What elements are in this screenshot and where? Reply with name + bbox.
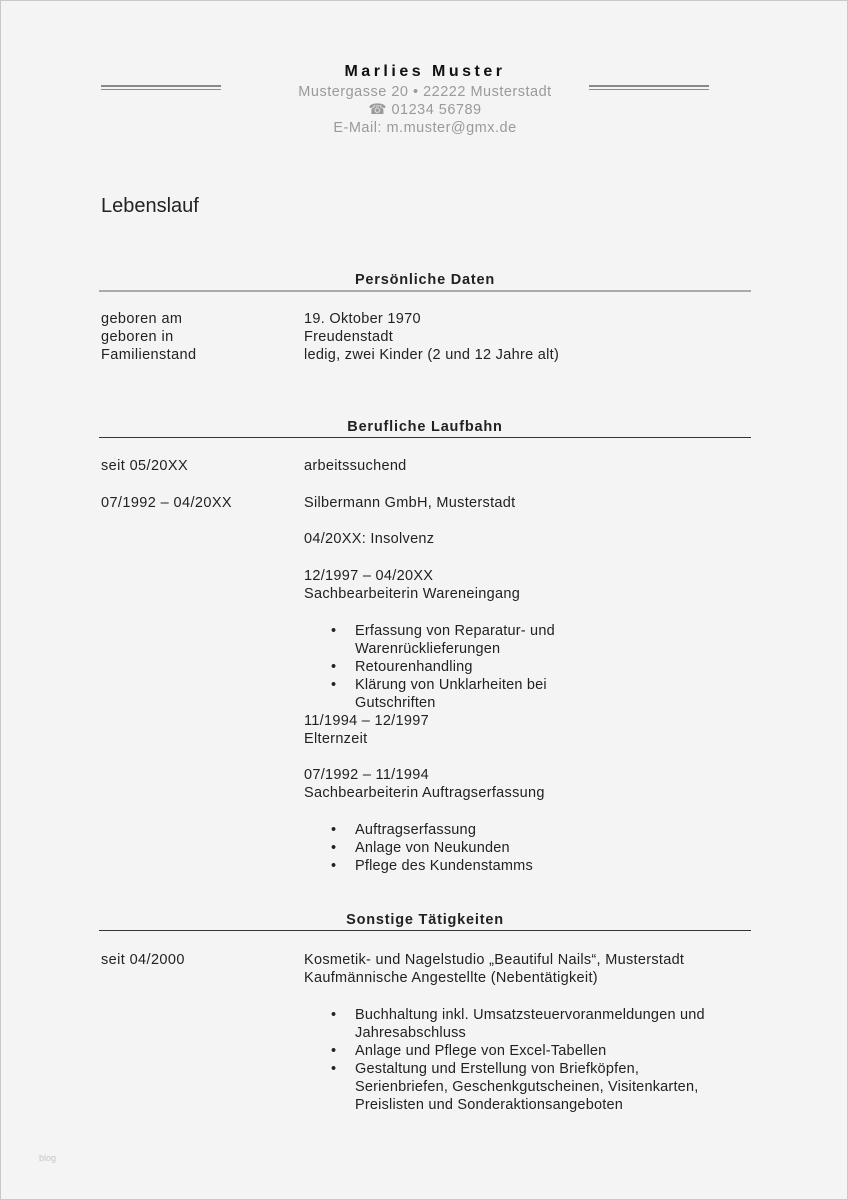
label: geboren in xyxy=(101,329,174,345)
entry-text: Silbermann GmbH, Musterstadt xyxy=(304,495,516,511)
value: 19. Oktober 1970 xyxy=(304,311,421,327)
role: Sachbearbeiterin Auftragserfassung xyxy=(304,785,545,801)
entry-text: 04/20XX: Insolvenz xyxy=(304,531,435,547)
section-rule xyxy=(99,437,751,438)
value: ledig, zwei Kinder (2 und 12 Jahre alt) xyxy=(304,347,560,363)
watermark: blog xyxy=(39,1153,57,1163)
date: 12/1997 – 04/20XX xyxy=(304,568,434,584)
company: Kosmetik- und Nagelstudio „Beautiful Nails“, Musterstadt xyxy=(304,952,685,968)
list-item: • Klärung von Unklarheiten bei Gutschriften xyxy=(331,676,601,712)
list-item: • Auftragserfassung xyxy=(331,821,631,839)
value: Freudenstadt xyxy=(304,329,394,345)
date: 07/1992 – 11/1994 xyxy=(304,767,429,783)
label: geboren am xyxy=(101,311,183,327)
list-item: • Retourenhandling xyxy=(331,658,601,676)
label: Familienstand xyxy=(101,347,197,363)
section-rule xyxy=(99,290,751,292)
entry-text: arbeitssuchend xyxy=(304,458,407,474)
section-heading-personal: Persönliche Daten xyxy=(354,272,496,288)
document-title: Lebenslauf xyxy=(101,195,199,217)
task-list xyxy=(331,821,631,875)
applicant-name: Marlies Muster xyxy=(344,63,506,80)
date: 11/1994 – 12/1997 xyxy=(304,713,429,729)
date: seit 04/2000 xyxy=(101,952,185,968)
date: 07/1992 – 04/20XX xyxy=(101,495,232,511)
email: E-Mail: m.muster@gmx.de xyxy=(333,120,517,136)
section-rule xyxy=(99,930,751,931)
section-heading-career: Berufliche Laufbahn xyxy=(347,419,503,435)
role: Sachbearbeiterin Wareneingang xyxy=(304,586,521,602)
date: seit 05/20XX xyxy=(101,458,189,474)
address: Mustergasse 20 • 22222 Musterstadt xyxy=(298,84,552,100)
phone: ☎ 01234 56789 xyxy=(368,102,482,118)
list-item: • Anlage und Pflege von Excel-Tabellen xyxy=(331,1042,736,1060)
section-heading-other: Sonstige Tätigkeiten xyxy=(346,912,504,928)
list-item: • Buchhaltung inkl. Umsatzsteuervoranmeldungen und Jahresabschluss xyxy=(331,1006,736,1042)
task-list xyxy=(331,622,601,712)
list-item: • Anlage von Neukunden xyxy=(331,839,631,857)
list-item: • Pflege des Kundenstamms xyxy=(331,857,631,875)
list-item: • Gestaltung und Erstellung von Briefköpfen, Serienbriefen, Geschenkgutscheinen, Visitenkarten, Preislisten und Sonderaktionsangeboten xyxy=(331,1060,736,1114)
task-list xyxy=(331,1006,736,1114)
role: Elternzeit xyxy=(304,731,368,747)
list-item: • Erfassung von Reparatur- und Warenrücklieferungen xyxy=(331,622,601,658)
role: Kaufmännische Angestellte (Nebentätigkeit) xyxy=(304,970,598,986)
